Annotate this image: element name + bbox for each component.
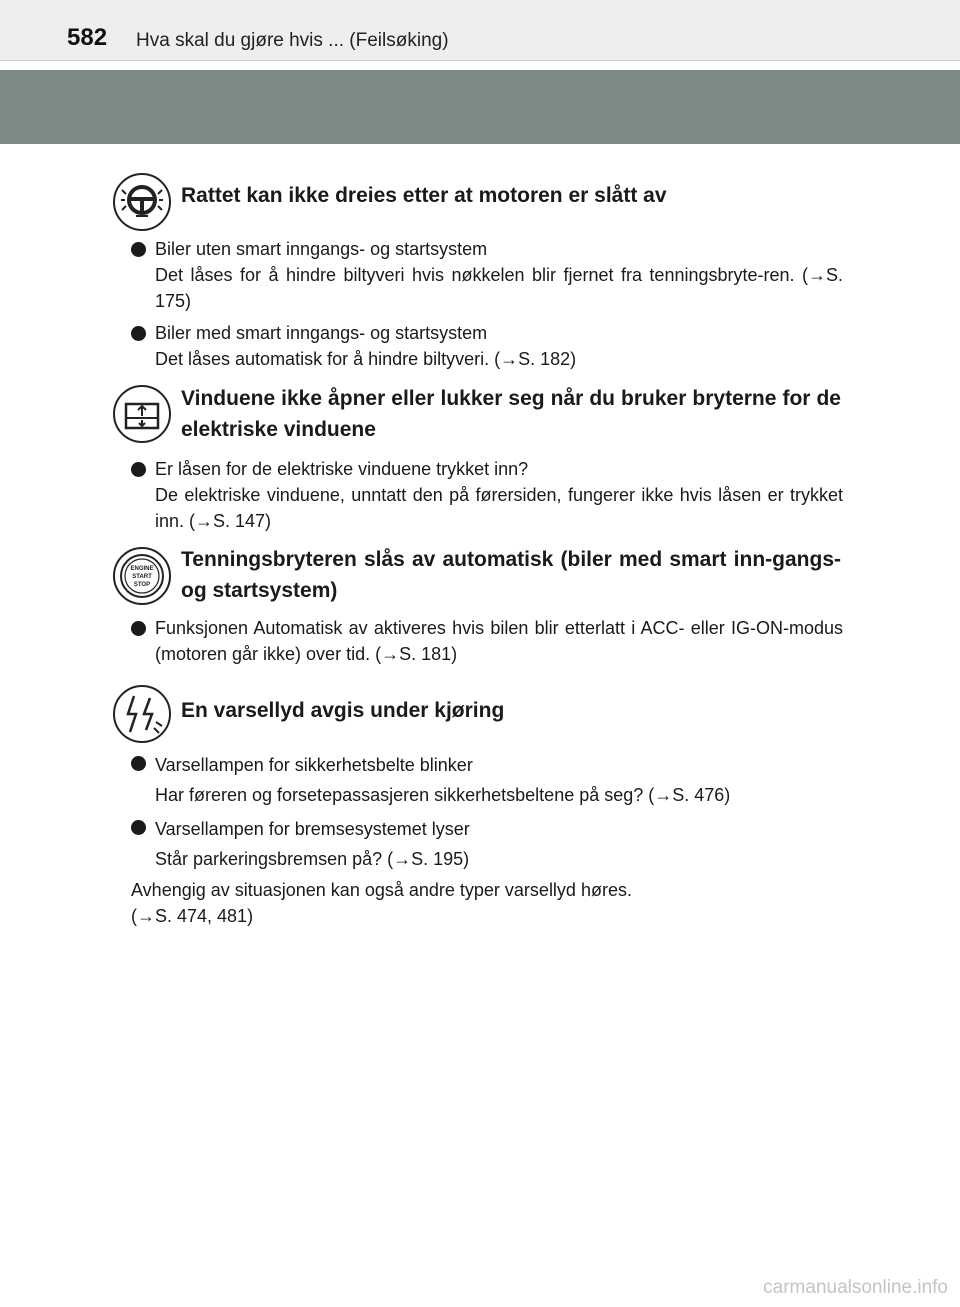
page-header <box>0 0 960 61</box>
bullet-icon <box>131 756 146 771</box>
bullet-body: Har føreren og forsetepassasjeren sikkerhetsbeltene på seg? (→S. 476) <box>155 785 731 805</box>
svg-text:STOP: STOP <box>133 582 151 588</box>
bullet-title: Varsellampen for bremsesystemet lyser <box>155 819 470 839</box>
list-item <box>131 236 843 314</box>
note-line: Avhengig av situasjonen kan også andre typer varsellyd høres. <box>131 880 632 900</box>
section-heading: Rattet kan ikke dreies etter at motoren er slått av <box>181 184 667 207</box>
bullet-body: De elektriske vinduene, unntatt den på førersiden, fungerer ikke hvis låsen er trykket inn. (→S. 147) <box>155 485 843 531</box>
bullet-body: Det låses for å hindre biltyveri hvis nøkkelen blir fjernet fra tenningsbryte-ren. (→S. 175) <box>155 265 843 311</box>
warning-buzzer-icon <box>112 684 172 744</box>
section-heading: Vinduene ikke åpner eller lukker seg når du bruker bryterne for de elektriske vinduene <box>181 387 841 441</box>
power-window-switch-icon <box>112 384 172 444</box>
page-number: 582 <box>67 24 108 51</box>
section-heading: Tenningsbryteren slås av automatisk (biler med smart inn-gangs- og startsystem) <box>181 548 841 602</box>
bullet-title: Varsellampen for sikkerhetsbelte blinker <box>155 755 473 775</box>
bullet-icon <box>131 326 146 341</box>
header-band <box>0 70 960 144</box>
bullet-icon <box>131 621 146 636</box>
bullet-body: Funksjonen Automatisk av aktiveres hvis bilen blir etterlatt i ACC- eller IG-ON-modus (motoren går ikke) over tid. (→S. 181) <box>155 618 843 664</box>
section-heading: En varsellyd avgis under kjøring <box>181 699 505 722</box>
bullet-icon <box>131 462 146 477</box>
engine-start-stop-button-icon <box>112 546 172 606</box>
bullet-title: Biler uten smart inngangs- og startsystem <box>155 239 488 259</box>
bullet-title: Biler med smart inngangs- og startsystem <box>155 323 488 343</box>
list-item <box>131 814 843 874</box>
svg-text:START: START <box>132 574 152 580</box>
note-text <box>131 877 843 929</box>
svg-text:ENGINE: ENGINE <box>130 566 154 572</box>
list-item <box>131 615 843 667</box>
bullet-body: Det låses automatisk for å hindre biltyveri. (→S. 182) <box>155 349 577 369</box>
bullet-icon <box>131 242 146 257</box>
list-item <box>131 320 843 372</box>
list-item <box>131 750 843 810</box>
steering-wheel-lock-icon <box>112 172 172 232</box>
bullet-icon <box>131 820 146 835</box>
bullet-body: Står parkeringsbremsen på? (→S. 195) <box>155 849 470 869</box>
watermark-brand: carmanualsonline.info <box>763 1277 948 1298</box>
chapter-title: Hva skal du gjøre hvis ... (Feilsøking) <box>136 30 449 51</box>
note-reference: (→S. 474, 481) <box>131 906 254 926</box>
bullet-title: Er låsen for de elektriske vinduene trykket inn? <box>155 459 529 479</box>
list-item <box>131 456 843 534</box>
